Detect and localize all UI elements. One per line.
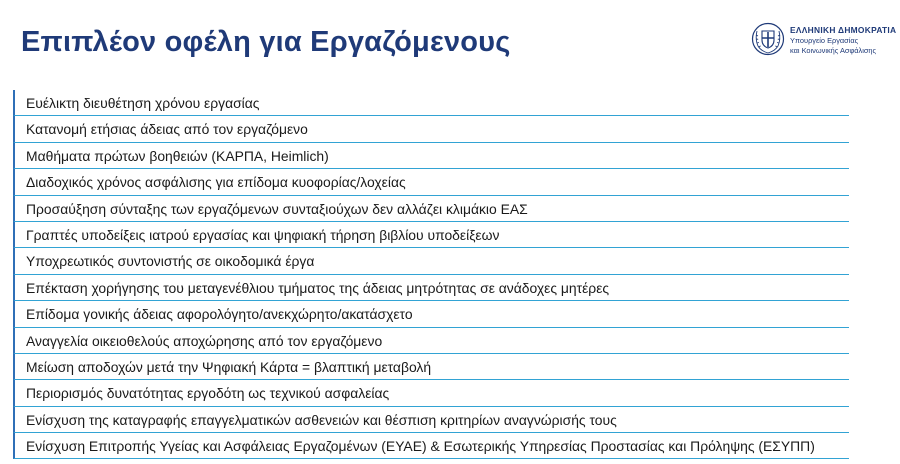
list-item: Διαδοχικός χρόνος ασφάλισης για επίδομα κυοφορίας/λοχείας bbox=[13, 169, 849, 195]
list-item: Επίδομα γονικής άδειας αφορολόγητο/ανεκχώρητο/ακατάσχετο bbox=[13, 301, 849, 327]
greek-coat-of-arms-icon bbox=[751, 22, 785, 56]
list-item: Ενίσχυση της καταγραφής επαγγελματικών ασθενειών και θέσπιση κριτηρίων αναγνώρισής τους bbox=[13, 407, 849, 433]
list-item: Προσαύξηση σύνταξης των εργαζόμενων συνταξιούχων δεν αλλάζει κλιμάκιο ΕΑΣ bbox=[13, 196, 849, 222]
page-title: Επιπλέον οφέλη για Εργαζόμενους bbox=[21, 26, 511, 58]
ministry-logo bbox=[751, 22, 900, 60]
list-item: Επέκταση χορήγησης του μεταγενέθλιου τμήματος της άδειας μητρότητας σε ανάδοχες μητέρες bbox=[13, 275, 849, 301]
list-item: Ευέλικτη διευθέτηση χρόνου εργασίας bbox=[13, 90, 849, 116]
list-item: Κατανομή ετήσιας άδειας από τον εργαζόμενο bbox=[13, 116, 849, 142]
list-item: Μαθήματα πρώτων βοηθειών (ΚΑΡΠΑ, Heimlich) bbox=[13, 143, 849, 169]
logo-text bbox=[790, 25, 896, 56]
list-item: Περιορισμός δυνατότητας εργοδότη ως τεχνικού ασφαλείας bbox=[13, 380, 849, 406]
benefits-list bbox=[13, 90, 849, 459]
list-item: Αναγγελία οικειοθελούς αποχώρησης από τον εργαζόμενο bbox=[13, 328, 849, 354]
logo-country: ΕΛΛΗΝΙΚΗ ΔΗΜΟΚΡΑΤΙΑ bbox=[790, 25, 897, 35]
logo-ministry-line2: και Κοινωνικής Ασφάλισης bbox=[790, 46, 877, 55]
list-item: Υποχρεωτικός συντονιστής σε οικοδομικά έργα bbox=[13, 248, 849, 274]
list-item: Μείωση αποδοχών μετά την Ψηφιακή Κάρτα = βλαπτική μεταβολή bbox=[13, 354, 849, 380]
list-item: Γραπτές υποδείξεις ιατρού εργασίας και ψηφιακή τήρηση βιβλίου υποδείξεων bbox=[13, 222, 849, 248]
list-item: Ενίσχυση Επιτροπής Υγείας και Ασφάλειας Εργαζομένων (ΕΥΑΕ) & Εσωτερικής Υπηρεσίας Προστασίας και Πρόληψης (ΕΣΥΠΠ) bbox=[13, 433, 849, 459]
logo-ministry-line1: Υπουργείο Εργασίας bbox=[790, 36, 859, 45]
